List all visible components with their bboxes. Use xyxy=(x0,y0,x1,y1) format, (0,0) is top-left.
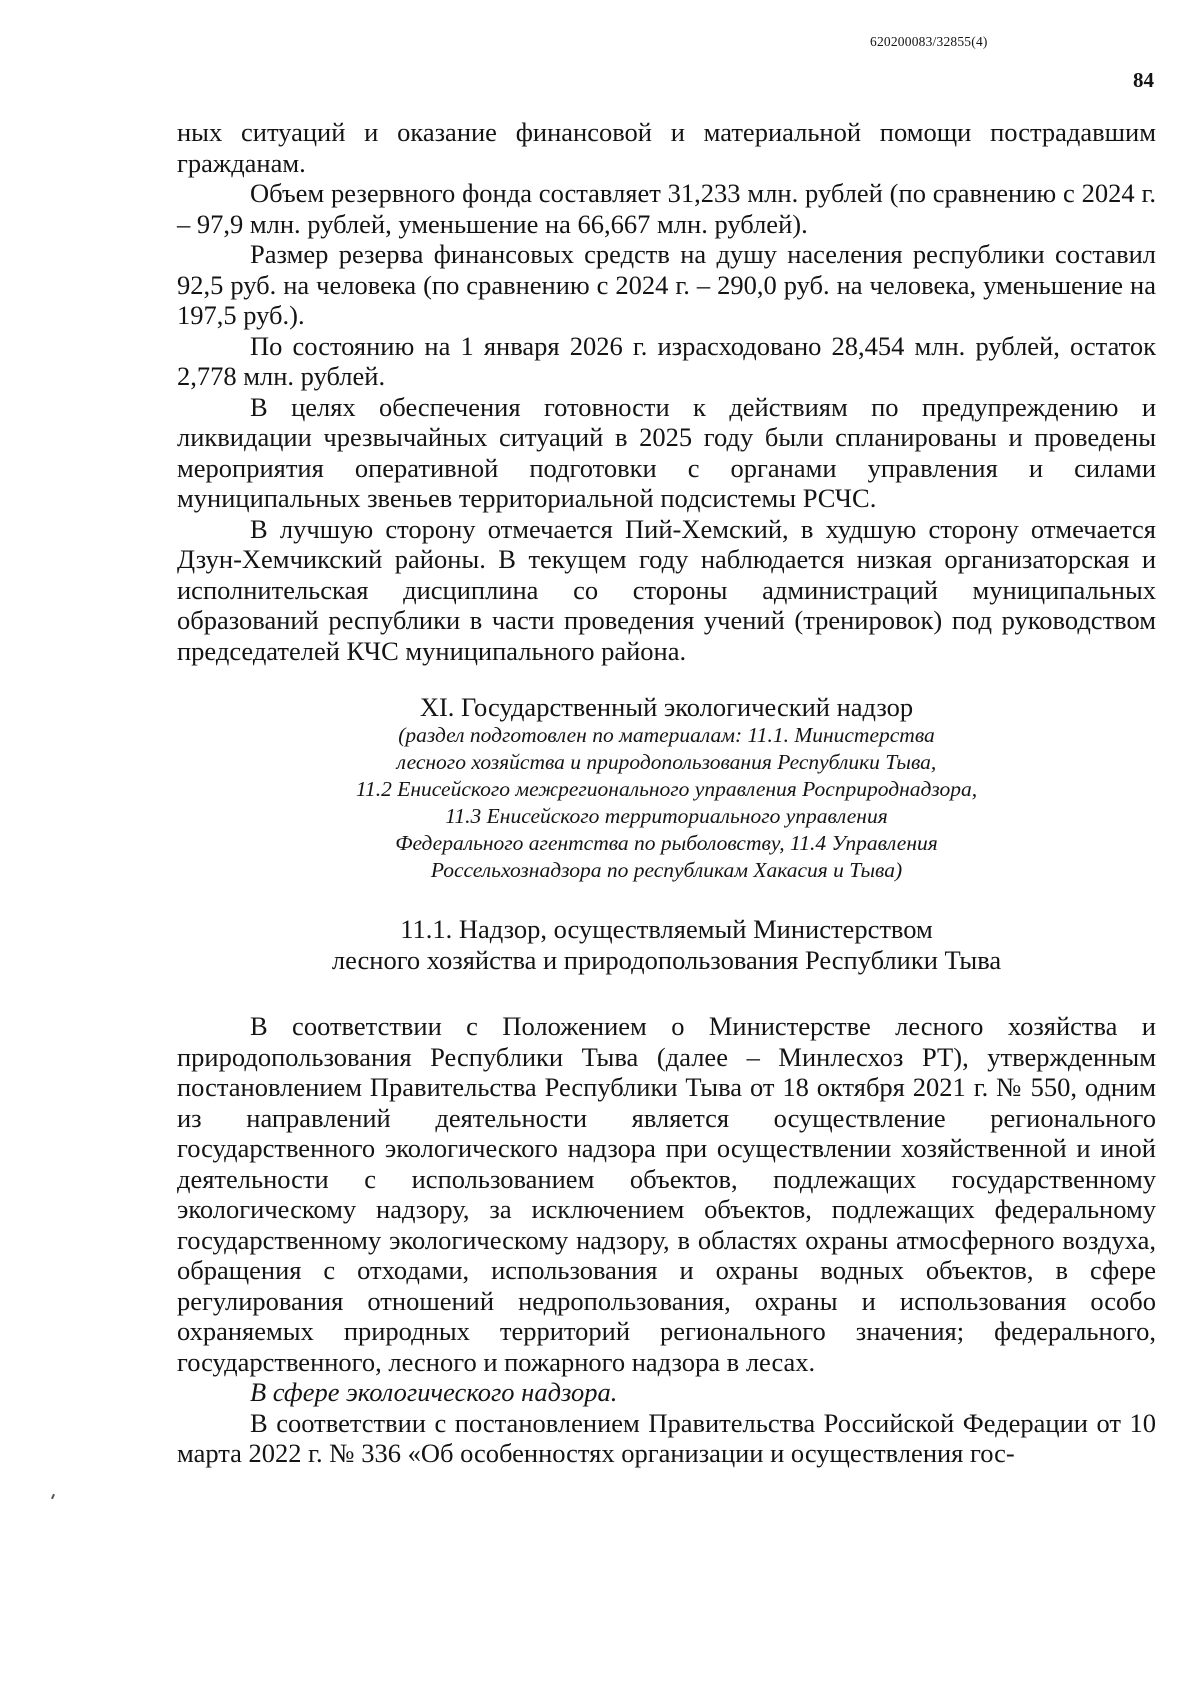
subsection-title xyxy=(177,914,1156,976)
section-note-line: Россельхознадзора по республикам Хакасия и Тыва) xyxy=(430,858,903,882)
paragraph-continuation: ных ситуаций и оказание финансовой и материальной помощи пострадавшим гражданам. xyxy=(177,117,1156,178)
paragraph-reserve-per-capita: Размер резерва финансовых средств на душу населения республики составил 92,5 руб. на человека (по сравнению с 2024 г. – 290,0 руб. на человека, уменьшение на 197,5 руб.). xyxy=(177,239,1156,330)
section-note-line: (раздел подготовлен по материалам: 11.1. Министерства xyxy=(398,723,935,747)
paragraph-ministry-regulation: В соответствии с Положением о Министерстве лесного хозяйства и природопользования Республики Тыва (далее – Минлесхоз РТ), утвержденным постановлением Правительства Республики Тыва от 18 октября 2021 г. № 550, одним из направлений деятельности является осуществление регионального государственного экологического надзора при осуществлении хозяйственной и иной деятельности с использованием объектов, подлежащих государственному экологическому надзору, за исключением объектов, подлежащих федеральному государственному экологическому надзору, в областях охраны атмосферного воздуха, обращения с отходами, использования и охраны водных объектов, в сфере регулирования отношений недропользования, охраны и использования особо охраняемых природных территорий регионального значения; федерального, государственного, лесного и пожарного надзора в лесах. xyxy=(177,1011,1156,1377)
section-note-line: Федерального агентства по рыболовству, 11.4 Управления xyxy=(395,831,938,855)
section-note-line: 11.2 Енисейского межрегионального управления Росприроднадзора, xyxy=(355,777,978,801)
paragraph-district-assessment: В лучшую сторону отмечается Пий-Хемский, в худшую сторону отмечается Дзун-Хемчикский районы. В текущем году наблюдается низкая организаторская и исполнительская дисциплина со стороны администраций муниципальных образований республики в части проведения учений (тренировок) под руководством председателей КЧС муниципального района. xyxy=(177,513,1156,666)
paragraph-readiness-measures: В целях обеспечения готовности к действиям по предупреждению и ликвидации чрезвычайных ситуаций в 2025 году были спланированы и проведены мероприятия оперативной подготовки с органами управления и силами муниципальных звеньев территориальной подсистемы РСЧС. xyxy=(177,391,1156,513)
page-number: 84 xyxy=(1133,68,1154,92)
paragraph-spent-balance: По состоянию на 1 января 2026 г. израсходовано 28,454 млн. рублей, остаток 2,778 млн. рублей. xyxy=(177,330,1156,391)
scan-speck xyxy=(51,1494,55,1499)
section-source-note xyxy=(287,722,1047,884)
paragraph-government-decree: В соответствии с постановлением Правительства Российской Федерации от 10 марта 2022 г. № 336 «Об особенностях организации и осуществления гос- xyxy=(177,1407,1156,1468)
page-content xyxy=(177,117,1156,1469)
subsection-title-line: лесного хозяйства и природопользования Республики Тыва xyxy=(331,945,1002,975)
paragraph-eco-supervision-heading: В сфере экологического надзора. xyxy=(250,1377,618,1407)
document-code: 620200083/32855(4) xyxy=(870,34,988,49)
section-note-line: лесного хозяйства и природопользования Республики Тыва, xyxy=(396,750,937,774)
paragraph-reserve-fund: Объем резервного фонда составляет 31,233 млн. рублей (по сравнению с 2024 г. – 97,9 млн. рублей, уменьшение на 66,667 млн. рублей). xyxy=(177,178,1156,239)
section-note-line: 11.3 Енисейского территориального управления xyxy=(445,804,888,828)
subsection-title-line: 11.1. Надзор, осуществляемый Министерством xyxy=(400,914,933,944)
section-title: XI. Государственный экологический надзор xyxy=(419,692,914,722)
